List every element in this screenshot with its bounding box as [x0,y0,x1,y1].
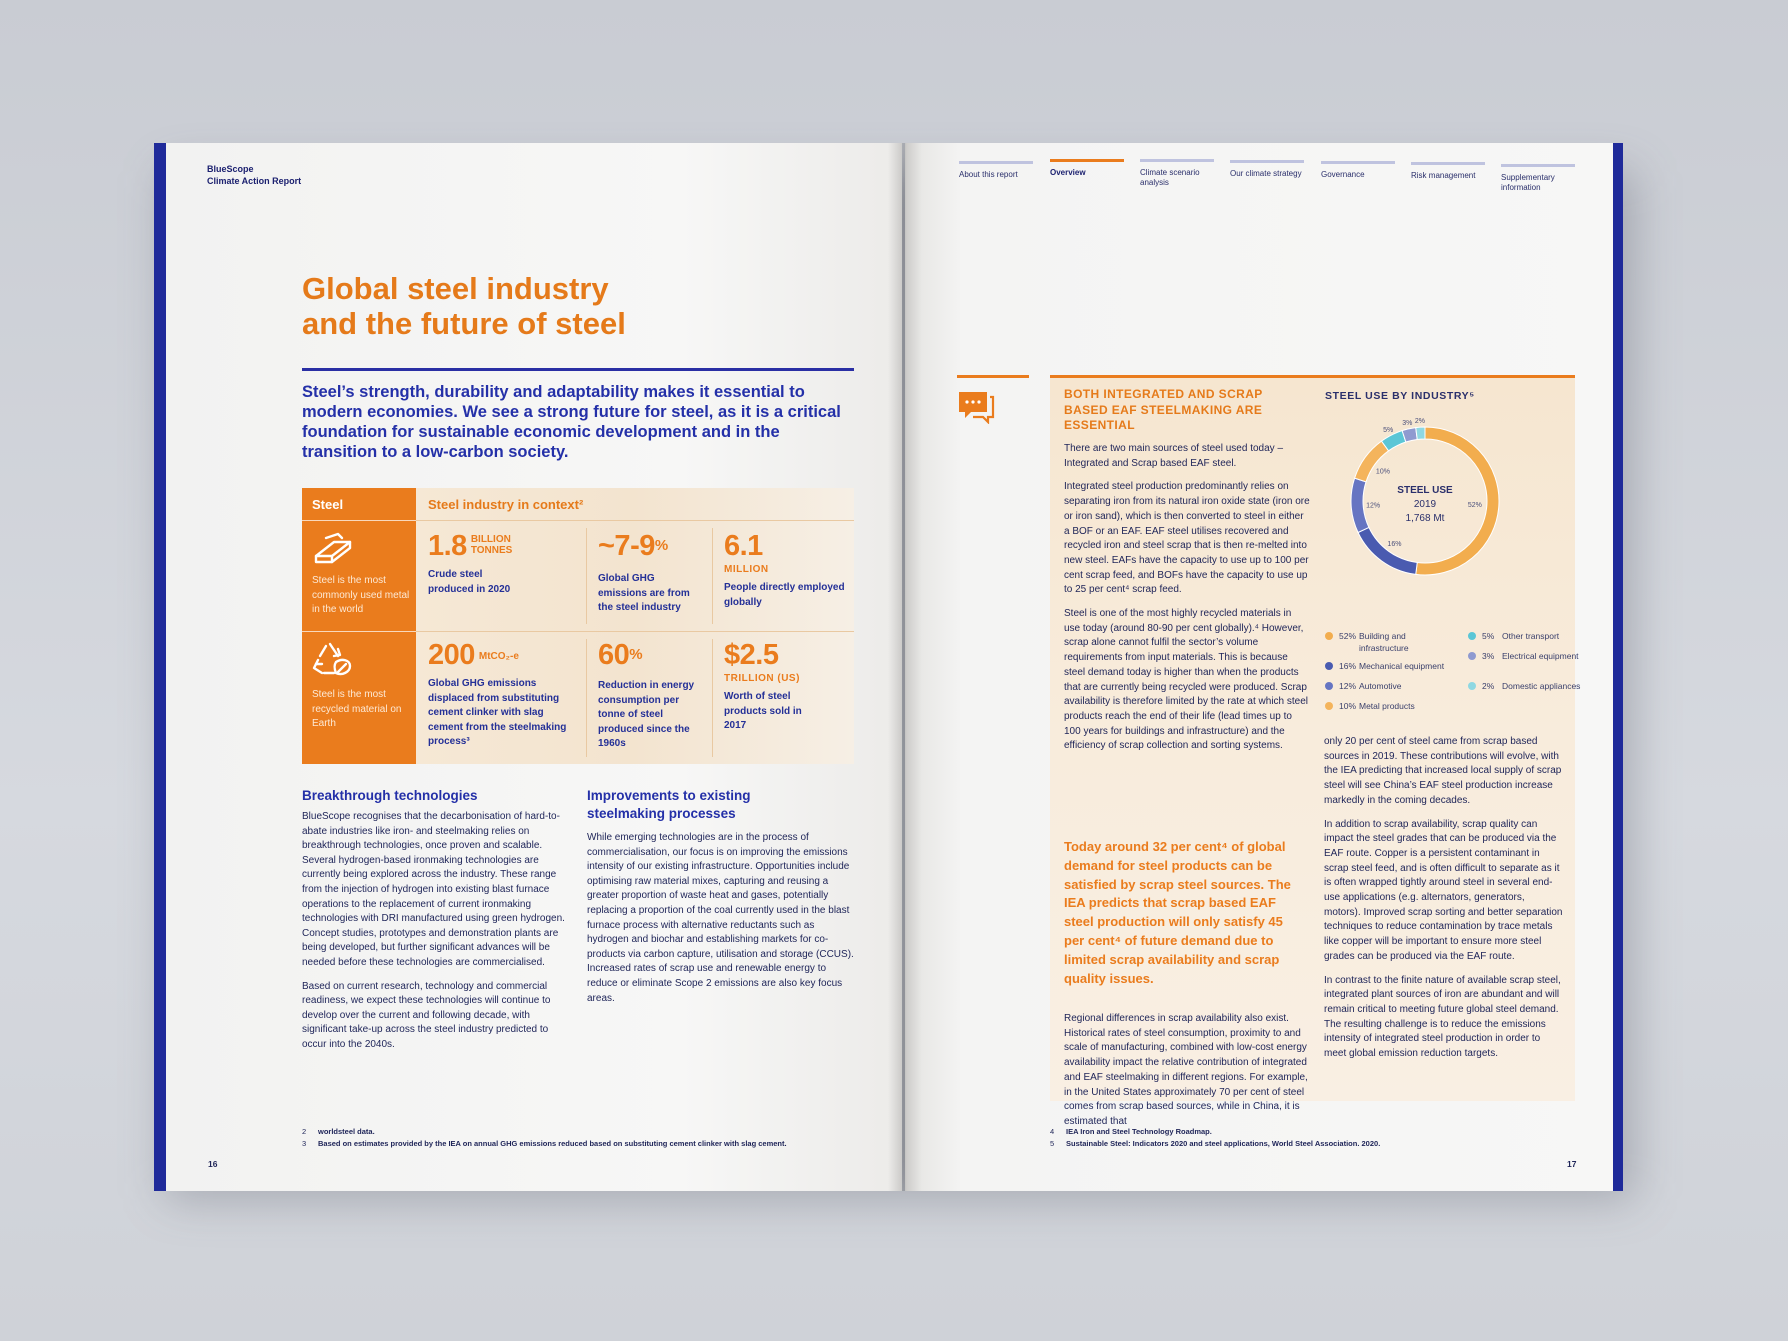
legend-label: Metal products [1359,701,1415,711]
nav-indicator [1140,159,1214,162]
paragraph: BlueScope recognises that the decarbonisation of hard-to-abate industries like iron- and steelmaking relies on breakthrough technologies, once proven and scalable. Several hydrogen-based ironmaking technologies are currently being explored across the industry. These range from the injection of hydrogen into existing blast furnace operations to the replacement of current ironmaking technologies with DRI manufactured using green hydrogen. Concept studies, prototypes and demonstration plants are being developed, but further significant advances will be needed before these technologies are commercialised. [302,811,565,968]
legend-swatch [1325,702,1333,710]
stat-value: ~7-9 [598,530,655,562]
stat-card [428,639,578,750]
footnote-number: 2 [302,1127,307,1136]
context-heading: Steel industry in context² [428,497,584,512]
paragraph: In addition to scrap availability, scrap quality can impact the steel grades that can be produced via the EAF route. Copper is a persistent contaminant in scrap steel feed, and is often difficult to separate as it is often wrapped tightly around steel in several end-use applications (e.g. alternators, generators, motors). Improved scrap sorting and better separation techniques to reduce contamination by trace metals like copper will be important to ensure more steel grades can be produced via the EAF route. [1324,818,1563,962]
nav-label: Governance [1321,170,1365,179]
chart-center-year: 2019 [1413,499,1437,510]
stat-unit: TRILLION (US) [724,673,800,684]
steel-use-donut-chart [1335,411,1515,591]
legend-swatch [1325,662,1333,670]
pull-quote: Today around 32 per cent⁴ of global demand for steel products can be satisfied by scrap steel sources. The IEA predicts that scrap based EAF steel production will only satisfy 45 per cent⁴ of future demand due to limited scrap availability and scrap quality issues. [1064,839,1291,986]
nav-indicator [1050,159,1124,162]
stat-card [598,639,706,752]
stat-card [428,530,578,597]
divider [957,375,1029,378]
legend-swatch [1325,682,1333,690]
paragraph: Steel is one of the most highly recycled materials in use today (around 80-90 per cent globally).⁴ However, scrap alone cannot fulfil the sector’s volume requirements from input materials. This is because steel demand today is higher than when the products that are currently being recycled were produced. Scrap availability is therefore limited by the rate at which steel products reach the end of their life (lead times up to 100 years for buildings and infrastructure) and the efficiency of scrap collection and sorting systems. [1064,608,1309,752]
legend-value: 16% [1339,661,1357,671]
panel-body [1064,442,1310,763]
stat-value: 60 [598,639,630,671]
donut-slice-label: 16% [1387,541,1402,549]
legend-label: Other transport [1502,631,1560,641]
legend-swatch [1468,632,1476,640]
page-title-line: and the future of steel [302,306,626,341]
footnote-number: 3 [302,1139,307,1148]
divider [302,520,416,521]
legend-value: 52% [1339,631,1357,641]
divider [586,528,587,624]
book-spine-shadow [888,143,922,1191]
legend-label: Mechanical equipment [1359,661,1445,671]
context-sidebar-label: Steel [312,497,344,512]
footnote [1050,1138,1550,1150]
left-page [154,143,902,1191]
legend-swatch [1468,682,1476,690]
legend-label: Automotive [1359,681,1402,691]
divider [712,528,713,624]
legend-label: Building and infrastructure [1359,631,1409,653]
lead-paragraph: Steel’s strength, durability and adaptability makes it essential to modern economies. We see a strong future for steel, as it is a critical foundation for sustainable economic development and in the transition to a low-carbon society. [302,383,841,461]
footnotes [302,1126,862,1150]
nav-indicator [959,161,1033,164]
nav-indicator [1411,162,1485,165]
footnote [1050,1126,1550,1138]
steel-context-box [302,488,854,764]
legend-value: 12% [1339,681,1357,691]
legend-swatch [1468,652,1476,660]
divider [416,631,854,632]
paragraph: Based on current research, technology and commercial readiness, we expect these technologies will continue to develop over the current and following decade, with significant take-up across the steel industry predicted to occur into the 2040s. [302,980,551,1050]
footnote-text: worldsteel data. [318,1127,375,1136]
panel-body-bottom: Regional differences in scrap availability also exist. Historical rates of steel consumption, proximity to and scale of manufacturing, combined with low-cost energy availability impact the relative contribution of integrated and EAF steelmaking in different regions. For example, in the United States approximately 70 per cent of steel comes from scrap based sources, while in China, it is estimated that [1064,1013,1308,1127]
nav-label: Supplementary information [1501,173,1555,192]
divider [416,520,854,521]
paragraph: Integrated steel production predominantly relies on separating iron from its natural iron oxide state (iron ore or iron sand), which is then converted to steel in either a BOF or an EAF. EAF steel utilises recovered and recycled iron and steel scrap that is then re-melted into new steel. EAFs have the capacity to use up to 100 per cent scrap feed, and BOFs have the capacity to use up to 25 per cent⁴ scrap feed. [1064,481,1310,596]
stat-unit: BILLION TONNES [470,534,513,556]
divider [302,631,416,632]
legend-value: 10% [1339,701,1357,711]
legend-item [1468,680,1598,706]
nav-tab-strategy[interactable] [1230,160,1304,179]
footnote-number: 5 [1050,1139,1055,1148]
breakthrough-body [302,810,572,1062]
nav-tab-governance[interactable] [1321,161,1395,180]
stat-value: 6.1 [724,530,763,562]
chart-center-label: STEEL USE [1397,485,1453,496]
donut-slice [1416,427,1425,439]
stat-unit: MILLION [724,564,769,575]
stat-unit: % [654,537,668,554]
legend-value: 5% [1482,631,1495,641]
brand-name: BlueScope [207,164,254,174]
stat-description: Global GHG emissions displaced from substituting cement clinker with slag cement from the steelmaking process³ [428,678,567,747]
stat-description: Worth of steel products sold in 2017 [724,691,802,731]
stat-card [724,639,848,734]
donut-slice-label: 12% [1366,502,1381,510]
stat-unit: MtCO₂-e [478,651,519,662]
page-number: 17 [1567,1159,1577,1169]
donut-slice-label: 10% [1375,468,1390,476]
stat-card [598,530,706,616]
nav-label: Risk management [1411,171,1476,180]
divider [712,639,713,757]
nav-label: About this report [959,170,1018,179]
nav-indicator [1321,161,1395,164]
chart-center-total: 1,768 Mt [1405,513,1445,524]
divider [586,639,587,757]
stat-description: Reduction in energy consumption per tonne of steel produced since the 1960s [598,680,695,749]
donut-slice [1355,441,1389,482]
steelmaking-panel [1050,375,1581,1127]
legend-value: 3% [1482,651,1495,661]
context-caption: Steel is the most recycled material on Earth [312,689,402,729]
nav-tab-supplementary[interactable] [1501,164,1575,193]
legend-value: 2% [1482,681,1495,691]
improvements-body [587,831,857,1015]
footnotes [1050,1126,1550,1150]
nav-indicator [1501,164,1575,167]
nav-label: Climate scenario analysis [1140,168,1200,187]
footnote [302,1138,862,1150]
context-sidebar [302,488,416,764]
donut-slice-label: 5% [1383,426,1394,434]
nav-label: Overview [1050,168,1086,177]
footnote-text: IEA Iron and Steel Technology Roadmap. [1066,1127,1212,1136]
steel-beam-icon [312,530,356,570]
stat-value: $2.5 [724,639,779,671]
page-title-line: Global steel industry [302,271,609,306]
lead-divider [302,368,854,371]
legend-swatch [1325,632,1333,640]
stat-description: People directly employed globally [724,582,845,608]
paragraph: In contrast to the finite nature of available scrap steel, integrated plant sources of iron are abundant and will remain critical to meeting future global steel demand. The resulting challenge is to reduce the emissions intensity of integrated steel production in order to meet global emission reduction targets. [1324,974,1561,1060]
footnote [302,1126,862,1138]
donut-slice-label: 3% [1402,419,1413,427]
nav-tab-overview[interactable] [1050,159,1124,178]
brand-header [207,163,301,187]
nav-tab-risk[interactable] [1411,162,1485,181]
recycle-icon [312,640,356,680]
right-page [905,143,1623,1191]
stat-value: 1.8 [428,530,467,562]
legend-label: Domestic appliances [1502,681,1581,691]
stat-unit: % [629,646,643,663]
column-two-body [1324,735,1564,1071]
legend-label: Electrical equipment [1502,651,1579,661]
report-name: Climate Action Report [207,176,302,186]
footnote-text: Based on estimates provided by the IEA on annual GHG emissions reduced based on substituting cement clinker with slag cement. [318,1139,787,1148]
stat-description: Crude steel produced in 2020 [428,569,511,595]
context-caption: Steel is the most commonly used metal in the world [312,575,410,615]
page-title [302,271,782,341]
legend-item [1325,700,1455,726]
nav-label: Our climate strategy [1230,169,1302,178]
legend-item [1325,630,1455,656]
improvements-heading: Improvements to existing steelmaking processes [587,788,751,821]
nav-tab-about[interactable] [959,161,1033,180]
panel-heading: BOTH INTEGRATED AND SCRAP BASED EAF STEELMAKING ARE ESSENTIAL [1064,387,1263,432]
nav-tab-scenario[interactable] [1140,159,1214,188]
chart-title: STEEL USE BY INDUSTRY⁵ [1325,390,1475,402]
stat-card [724,530,848,610]
donut-slice [1358,527,1417,574]
stat-value: 200 [428,639,475,671]
donut-slice-label: 52% [1467,502,1482,510]
legend-item [1468,650,1598,676]
paragraph: There are two main sources of steel used today – Integrated and Scrap based EAF steel. [1064,443,1284,469]
page-number: 16 [208,1159,218,1169]
paragraph: only 20 per cent of steel came from scrap based sources in 2019. These contributions will evolve, with the IEA predicting that increased local supply of scrap steel will see China’s EAF steel production increase markedly in the coming decades. [1324,736,1562,806]
donut-slice-label: 2% [1414,418,1425,426]
breakthrough-heading: Breakthrough technologies [302,788,478,803]
chat-bubble-icon [957,390,995,424]
nav-indicator [1230,160,1304,163]
paragraph: While emerging technologies are in the process of commercialisation, our focus is on improving the emissions intensity of our existing infrastructure. Opportunities include optimising raw material mixes, capturing and reusing a greater proportion of waste heat and gases, potentially replacing a proportion of the coal currently used in the blast furnace process with alternative reductants such as hydrogen and biochar and establishing markets for co-products via carbon capture, utilisation and storage (CCUS). Increased rates of scrap use and renewable energy to reduce or eliminate Scope 2 emissions are also key focus areas. [587,832,854,1004]
footnote-number: 4 [1050,1127,1055,1136]
footnote-text: Sustainable Steel: Indicators 2020 and steel applications, World Steel Association. 2020. [1066,1139,1381,1148]
stat-description: Global GHG emissions are from the steel industry [598,573,690,613]
